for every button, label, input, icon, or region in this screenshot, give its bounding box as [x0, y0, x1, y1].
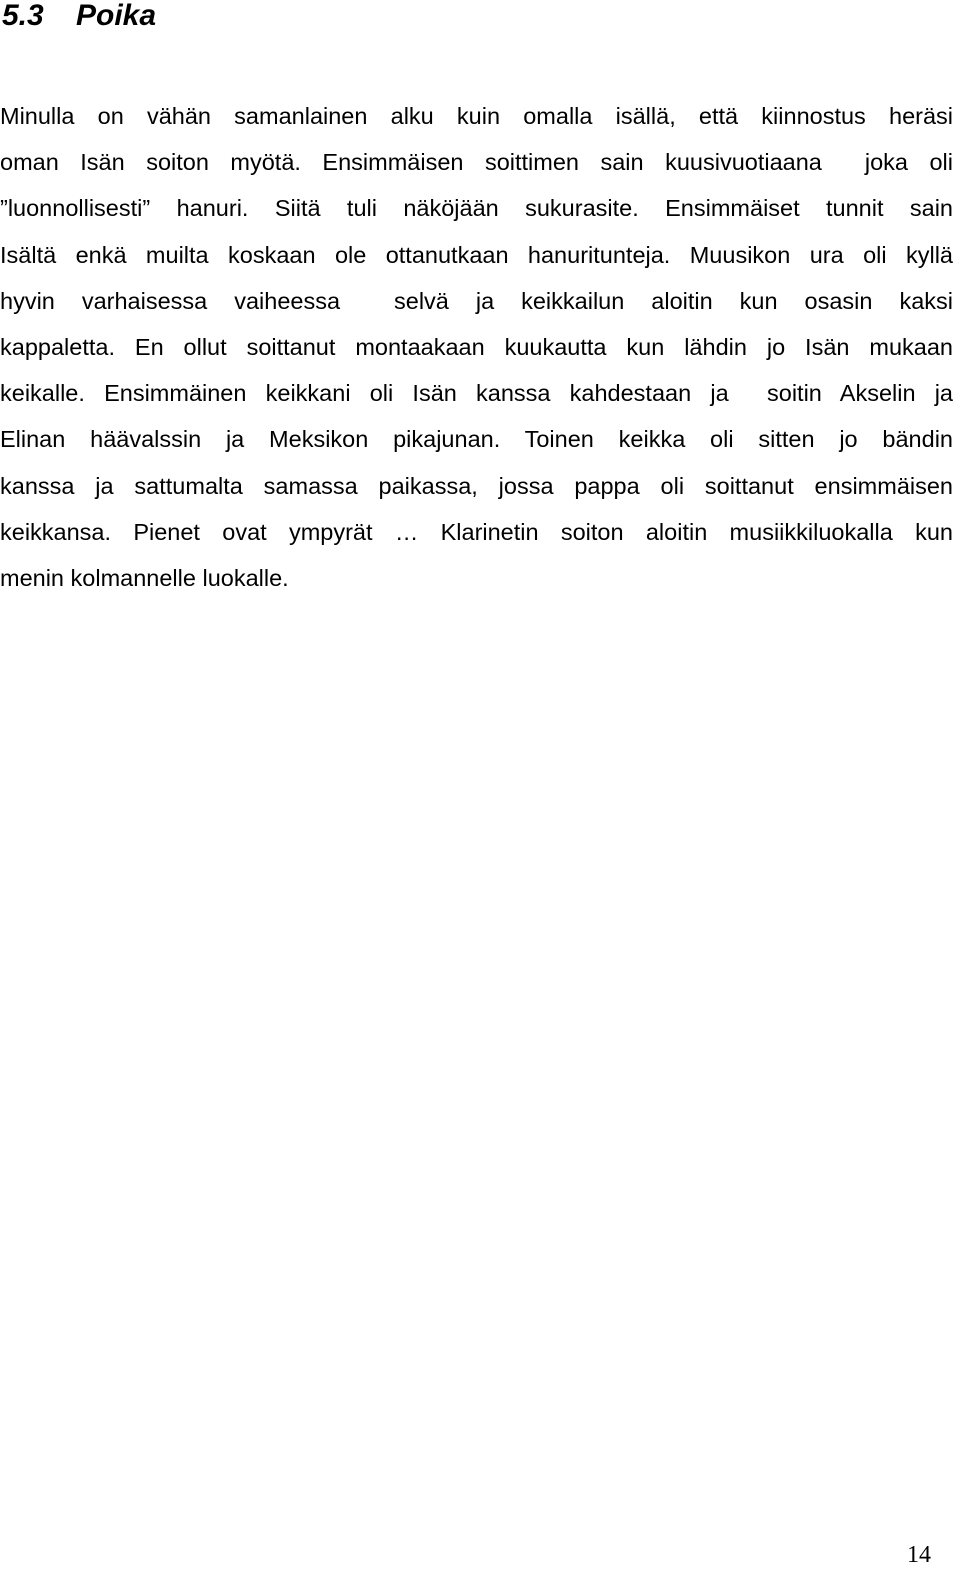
paragraph-line: menin kolmannelle luokalle. — [0, 564, 289, 591]
section-number: 5.3 — [2, 0, 44, 32]
paragraph-line: keikkansa. Pienet ovat ympyrät … Klarinetin soiton aloitin musiikkiluokalla kun — [0, 518, 953, 545]
paragraph-line: kappaletta. En ollut soittanut montaakaan kuukautta kun lähdin jo Isän mukaan — [0, 333, 953, 360]
section-title: Poika — [76, 0, 157, 32]
paragraph-line: hyvin varhaisessa vaiheessa selvä ja keikkailun aloitin kun osasin kaksi — [0, 287, 953, 314]
body-paragraph — [0, 93, 953, 601]
paragraph-line: keikalle. Ensimmäinen keikkani oli Isän kanssa kahdestaan ja soitin Akselin ja — [0, 380, 953, 407]
paragraph-line: Isältä enkä muilta koskaan ole ottanutkaan hanuritunteja. Muusikon ura oli kyllä — [0, 241, 953, 268]
page-number: 14 — [907, 1542, 931, 1568]
paragraph-line: oman Isän soiton myötä. Ensimmäisen soittimen sain kuusivuotiaana joka oli — [0, 149, 953, 176]
paragraph-line: Elinan häävalssin ja Meksikon pikajunan. Toinen keikka oli sitten jo bändin — [0, 426, 953, 453]
paragraph-line: kanssa ja sattumalta samassa paikassa, jossa pappa oli soittanut ensimmäisen — [0, 472, 953, 499]
paragraph-line: ”luonnollisesti” hanuri. Siitä tuli näköjään sukurasite. Ensimmäiset tunnit sain — [0, 195, 953, 222]
section-heading — [2, 0, 156, 36]
paragraph-line: Minulla on vähän samanlainen alku kuin omalla isällä, että kiinnostus heräsi — [0, 103, 953, 129]
